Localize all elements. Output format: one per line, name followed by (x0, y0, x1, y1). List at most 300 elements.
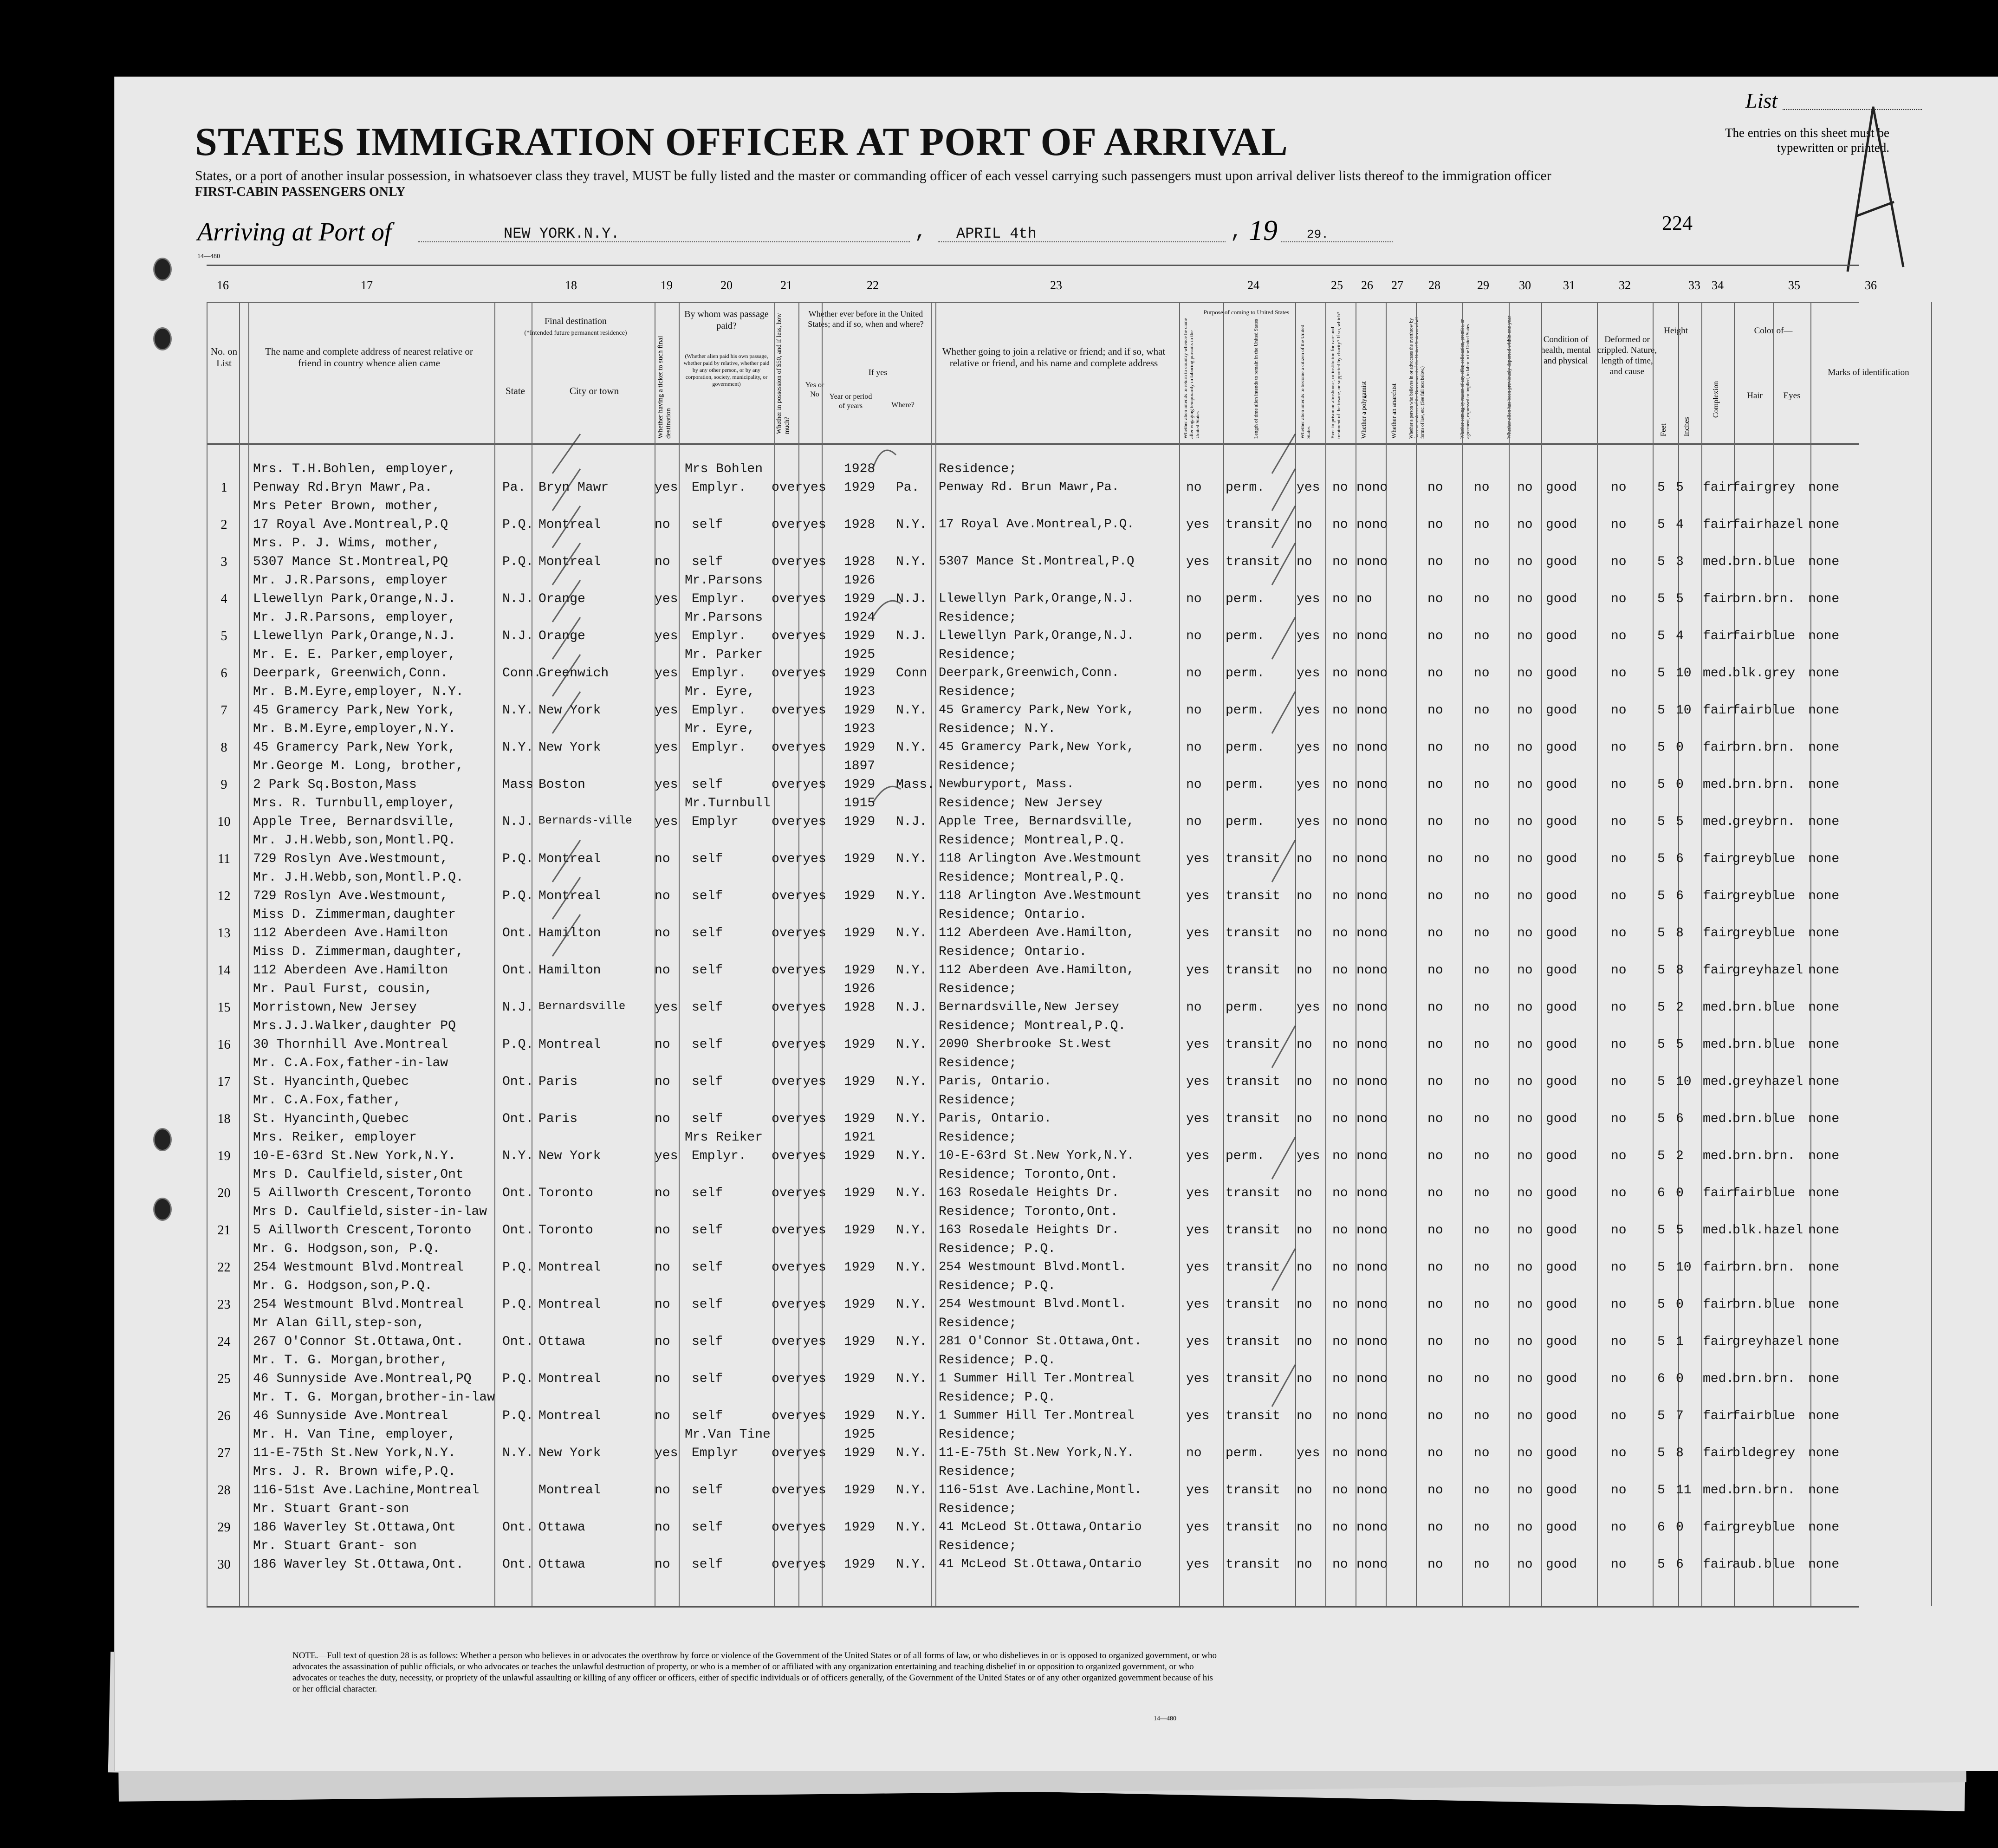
health-value: good (1546, 1483, 1577, 1498)
fifty-dollars-value: overyes (772, 1483, 826, 1498)
destination-state: N.Y. (502, 1149, 534, 1163)
prison-value: no (1332, 1223, 1348, 1238)
question-29-value: no (1474, 740, 1490, 755)
health-value: good (1546, 1446, 1577, 1460)
question-28-value: no (1427, 1000, 1443, 1015)
join-relative-line1: Residence; (939, 610, 1017, 625)
fifty-dollars-value: overyes (772, 629, 826, 643)
ticket-value: yes (655, 778, 678, 792)
destination-state: N.J. (502, 629, 534, 643)
purpose-citizen: no (1297, 1260, 1312, 1275)
height-feet: 5 (1657, 1149, 1665, 1163)
polygamist-anarchist-value: nono (1356, 1186, 1388, 1200)
purpose-citizen: yes (1297, 629, 1320, 643)
relative-name: Miss D. Zimmerman,daughter, (253, 945, 464, 959)
question-28-value: no (1427, 1186, 1443, 1200)
visit-year: 1929 (844, 480, 876, 495)
purpose-citizen: yes (1297, 1446, 1320, 1460)
join-relative-line2: Llewellyn Park,Orange,N.J. (939, 629, 1135, 643)
prison-value: no (1332, 889, 1348, 903)
eyes-value: blue (1764, 555, 1796, 569)
deformed-value: no (1611, 1557, 1627, 1572)
header-where: Where? (891, 401, 915, 409)
header-join-relative: Whether going to join a relative or friend; and if so, what relative or friend, and his name and complete address (942, 346, 1166, 369)
question-28-value: no (1427, 852, 1443, 866)
relative-address: 112 Aberdeen Ave.Hamilton (253, 926, 448, 940)
header-final-destination-note: (*Intended future permanent residence) (524, 330, 627, 337)
polygamist-anarchist-value: nono (1356, 1520, 1388, 1535)
paid-by-value: Emplyr. (692, 1149, 746, 1163)
visit-year: 1929 (844, 926, 876, 940)
column-number-20: 20 (720, 279, 733, 292)
visit-where: N.Y. (896, 1483, 928, 1498)
row-number: 25 (217, 1372, 231, 1386)
deformed-value: no (1611, 480, 1627, 495)
purpose-citizen: yes (1297, 592, 1320, 606)
ticket-value: no (655, 1409, 670, 1423)
deformed-value: no (1611, 1409, 1627, 1423)
destination-city: New York (538, 1149, 601, 1163)
deformed-value: no (1611, 963, 1627, 978)
deformed-value: no (1611, 592, 1627, 606)
visit-where: N.Y. (896, 1297, 928, 1312)
purpose-length: perm. (1226, 778, 1265, 792)
health-value: good (1546, 1409, 1577, 1423)
hair-value: fair (1732, 703, 1764, 718)
deformed-value: no (1611, 1446, 1627, 1460)
marks-value: none (1808, 1186, 1840, 1200)
join-relative-line1: Residence; P.Q. (939, 1390, 1056, 1405)
purpose-citizen: no (1297, 1186, 1312, 1200)
question-29-value: no (1474, 889, 1490, 903)
ticket-value: yes (655, 480, 678, 495)
join-relative-line1: Residence; Toronto,Ont. (939, 1205, 1118, 1219)
height-feet: 5 (1657, 703, 1665, 718)
destination-city: Montreal (538, 1372, 601, 1386)
ticket-value: no (655, 1557, 670, 1572)
join-relative-line1: Residence; (939, 1056, 1017, 1070)
fifty-dollars-value: overyes (772, 518, 826, 532)
prison-value: no (1332, 518, 1348, 532)
hair-value: brn. (1732, 1260, 1764, 1275)
paid-by-value: self (692, 1186, 723, 1200)
visit-year: 1929 (844, 889, 876, 903)
purpose-citizen: no (1297, 555, 1312, 569)
ticket-value: no (655, 518, 670, 532)
prison-value: no (1332, 1260, 1348, 1275)
deformed-value: no (1611, 1112, 1627, 1126)
column-number-31: 31 (1563, 279, 1575, 292)
destination-city: Hamilton (538, 926, 601, 940)
ticket-value: yes (655, 703, 678, 718)
visit-where: N.Y. (896, 852, 928, 866)
purpose-citizen: no (1297, 1223, 1312, 1238)
health-value: good (1546, 703, 1577, 718)
purpose-length: transit (1226, 963, 1280, 978)
purpose-return: yes (1186, 1149, 1210, 1163)
marks-value: none (1808, 1409, 1840, 1423)
polygamist-anarchist-value: nono (1356, 1075, 1388, 1089)
purpose-citizen: no (1297, 852, 1312, 866)
visit-where: N.Y. (896, 926, 928, 940)
relative-name: Mrs. P. J. Wims, mother, (253, 536, 441, 551)
row-number: 3 (221, 555, 227, 569)
paid-by-value: Emplyr (692, 1446, 739, 1460)
question-28-value: no (1427, 1483, 1443, 1498)
purpose-citizen: no (1297, 1557, 1312, 1572)
fifty-dollars-value: overyes (772, 480, 826, 495)
health-value: good (1546, 1372, 1577, 1386)
paid-by-value: self (692, 1037, 723, 1052)
marks-value: none (1808, 1075, 1840, 1089)
purpose-return: no (1186, 1000, 1202, 1015)
complexion-value: med. (1703, 1149, 1734, 1163)
relative-address: Deerpark, Greenwich,Conn. (253, 666, 448, 681)
purpose-citizen: yes (1297, 1149, 1320, 1163)
hair-value: grey (1732, 1520, 1764, 1535)
destination-city: Ottawa (538, 1557, 585, 1572)
complexion-value: med. (1703, 1112, 1734, 1126)
eyes-value: brn. (1764, 815, 1796, 829)
column-number-23: 23 (1050, 279, 1062, 292)
prison-value: no (1332, 815, 1348, 829)
question-30-value: no (1517, 1409, 1533, 1423)
ticket-value: yes (655, 1000, 678, 1015)
destination-city: Montreal (538, 518, 601, 532)
join-relative-line2: 41 McLeod St.Ottawa,Ontario (939, 1520, 1142, 1534)
fifty-dollars-value: overyes (772, 555, 826, 569)
question-30-value: no (1517, 1446, 1533, 1460)
row-number: 21 (217, 1223, 231, 1238)
prison-value: no (1332, 926, 1348, 940)
complexion-value: med. (1703, 555, 1734, 569)
marks-value: none (1808, 852, 1840, 866)
question-28-value: no (1427, 1075, 1443, 1089)
ticket-value: no (655, 1335, 670, 1349)
height-inches: 3 (1676, 555, 1684, 569)
visit-year: 1929 (844, 852, 876, 866)
eyes-value: blue (1764, 1186, 1796, 1200)
polygamist-anarchist-value: nono (1356, 1112, 1388, 1126)
relative-name: Mrs.J.J.Walker,daughter PQ (253, 1019, 456, 1033)
relative-address: 45 Gramercy Park,New York, (253, 703, 456, 718)
row-number: 12 (217, 889, 231, 903)
previous-visit-year: 1921 (844, 1130, 876, 1145)
question-30-value: no (1517, 1112, 1533, 1126)
previous-visit-year: 1915 (844, 796, 876, 811)
relative-name: Mr. T. G. Morgan,brother, (253, 1353, 448, 1368)
header-ticket: Whether having a ticket to such final destination (657, 336, 672, 439)
row-number: 2 (221, 518, 227, 532)
join-relative-line2: Deerpark,Greenwich,Conn. (939, 666, 1119, 680)
purpose-citizen: yes (1297, 778, 1320, 792)
destination-state: P.Q. (502, 1409, 534, 1423)
column-number-28: 28 (1428, 279, 1440, 292)
prison-value: no (1332, 963, 1348, 978)
destination-city: Orange (538, 629, 585, 643)
hair-value: aub. (1732, 1557, 1764, 1572)
row-number: 9 (221, 778, 227, 792)
question-28-value: no (1427, 1446, 1443, 1460)
complexion-value: fair (1703, 629, 1734, 643)
height-feet: 6 (1657, 1372, 1665, 1386)
question-29-value: no (1474, 778, 1490, 792)
join-relative-line2: 10-E-63rd St.New York,N.Y. (939, 1149, 1135, 1163)
purpose-citizen: yes (1297, 1000, 1320, 1015)
health-value: good (1546, 1149, 1577, 1163)
relative-address: 10-E-63rd St.New York,N.Y. (253, 1149, 456, 1163)
height-inches: 6 (1676, 1557, 1684, 1572)
visit-year: 1929 (844, 1335, 876, 1349)
column-number-35: 35 (1788, 279, 1800, 292)
deformed-value: no (1611, 1372, 1627, 1386)
destination-state: P.Q. (502, 852, 534, 866)
header-eyes: Eyes (1783, 391, 1801, 401)
join-relative-line2: 11-E-75th St.New York,N.Y. (939, 1446, 1135, 1460)
ticket-value: no (655, 889, 670, 903)
list-label: List (1745, 89, 1778, 112)
relative-address: 5307 Mance St.Montreal,PQ (253, 555, 448, 569)
visit-year: 1929 (844, 1149, 876, 1163)
relative-name: Mr. H. Van Tine, employer, (253, 1427, 456, 1442)
purpose-return: yes (1186, 1260, 1210, 1275)
marks-value: none (1808, 889, 1840, 903)
polygamist-anarchist-value: nono (1356, 1149, 1388, 1163)
paid-by-value: Emplyr. (692, 480, 746, 495)
ticket-value: no (655, 852, 670, 866)
complexion-value: fair (1703, 592, 1734, 606)
relative-address: 5 Aillworth Crescent,Toronto (253, 1186, 472, 1200)
purpose-citizen: no (1297, 1520, 1312, 1535)
complexion-value: fair (1703, 1409, 1734, 1423)
health-value: good (1546, 480, 1577, 495)
purpose-length: transit (1226, 1520, 1280, 1535)
marks-value: none (1808, 703, 1840, 718)
fifty-dollars-value: overyes (772, 926, 826, 940)
join-relative-line1: Residence; Ontario. (939, 945, 1087, 959)
height-inches: 2 (1676, 1000, 1684, 1015)
eyes-value: blue (1764, 926, 1796, 940)
prison-value: no (1332, 1372, 1348, 1386)
marks-value: none (1808, 926, 1840, 940)
join-relative-line2: 254 Westmount Blvd.Montl. (939, 1297, 1127, 1311)
eyes-value: brn. (1764, 1149, 1796, 1163)
complexion-value: fair (1703, 480, 1734, 495)
fifty-dollars-value: overyes (772, 666, 826, 681)
relative-name: Mrs. T.H.Bohlen, employer, (253, 462, 456, 476)
destination-city: Orange (538, 592, 585, 606)
question-29-value: no (1474, 555, 1490, 569)
relative-address: Llewellyn Park,Orange,N.J. (253, 629, 456, 643)
question-28-value: no (1427, 778, 1443, 792)
header-question-29: Whether coming by reason of any offer, solicitation, promise, or agreement, expressed or implied, to labor in the United States (1460, 319, 1471, 439)
relative-address: 267 O'Connor St.Ottawa,Ont. (253, 1335, 464, 1349)
question-30-value: no (1517, 629, 1533, 643)
complexion-value: fair (1703, 1520, 1734, 1535)
polygamist-anarchist-value: nono (1356, 889, 1388, 903)
paid-by-value: self (692, 852, 723, 866)
prison-value: no (1332, 852, 1348, 866)
header-paid-by: By whom was passage paid? (684, 309, 769, 331)
visit-year: 1929 (844, 815, 876, 829)
paid-by-value: self (692, 1112, 723, 1126)
visit-year: 1929 (844, 1446, 876, 1460)
relative-address: 112 Aberdeen Ave.Hamilton (253, 963, 448, 978)
health-value: good (1546, 852, 1577, 866)
question-29-value: no (1474, 1483, 1490, 1498)
paid-by-value: Emplyr. (692, 629, 746, 643)
height-inches: 8 (1676, 1446, 1684, 1460)
question-29-value: no (1474, 1260, 1490, 1275)
deformed-value: no (1611, 1075, 1627, 1089)
relative-name: Mr. Stuart Grant- son (253, 1539, 417, 1553)
hair-value: brn. (1732, 778, 1764, 792)
marks-value: none (1808, 592, 1840, 606)
fifty-dollars-value: overyes (772, 1446, 826, 1460)
deformed-value: no (1611, 1149, 1627, 1163)
paid-by-value: self (692, 1335, 723, 1349)
question-29-value: no (1474, 852, 1490, 866)
eyes-value: hazel (1764, 963, 1803, 978)
complexion-value: fair (1703, 852, 1734, 866)
header-state: State (506, 385, 525, 396)
health-value: good (1546, 1335, 1577, 1349)
relative-address: Apple Tree, Bernardsville, (253, 815, 456, 829)
deformed-value: no (1611, 1520, 1627, 1535)
marks-value: none (1808, 1223, 1840, 1238)
visit-where: N.Y. (896, 518, 928, 532)
complexion-value: fair (1703, 703, 1734, 718)
ticket-value: yes (655, 815, 678, 829)
prison-value: no (1332, 1557, 1348, 1572)
column-number-16: 16 (217, 279, 229, 292)
join-relative-line2: 2090 Sherbrooke St.West (939, 1037, 1112, 1051)
relative-address: 254 Westmount Blvd.Montreal (253, 1260, 464, 1275)
destination-state: P.Q. (502, 555, 534, 569)
join-relative-line2: 163 Rosedale Heights Dr. (939, 1223, 1119, 1237)
question-29-value: no (1474, 926, 1490, 940)
join-relative-line1: Residence; N.Y. (939, 722, 1056, 736)
eyes-value: hazel (1764, 1223, 1803, 1238)
marks-value: none (1808, 555, 1840, 569)
relative-name: Mr. B.M.Eyre,employer,N.Y. (253, 722, 456, 736)
join-relative-line2: 1 Summer Hill Ter.Montreal (939, 1372, 1135, 1386)
destination-city: Bernards-ville (538, 815, 632, 827)
page-title: STATES IMMIGRATION OFFICER AT PORT OF ARRIVAL (195, 119, 1288, 164)
polygamist-anarchist-value: nono (1356, 815, 1388, 829)
join-relative-line2: 17 Royal Ave.Montreal,P.Q. (939, 518, 1135, 532)
fifty-dollars-value: overyes (772, 1223, 826, 1238)
hair-value: fair (1732, 1409, 1764, 1423)
visit-year: 1929 (844, 703, 876, 718)
question-29-value: no (1474, 963, 1490, 978)
header-final-destination: Final destination (545, 316, 607, 326)
relative-name: Mrs. Reiker, employer (253, 1130, 417, 1145)
visit-where: Mass. (896, 778, 935, 792)
purpose-length: transit (1226, 1372, 1280, 1386)
height-inches: 10 (1676, 1260, 1692, 1275)
purpose-return: no (1186, 629, 1202, 643)
polygamist-anarchist-value: nono (1356, 629, 1388, 643)
relative-address: 254 Westmount Blvd.Montreal (253, 1297, 464, 1312)
question-28-value: no (1427, 889, 1443, 903)
visit-year: 1928 (844, 555, 876, 569)
question-29-value: no (1474, 1446, 1490, 1460)
header-anarchist: Whether an anarchist (1391, 383, 1398, 439)
marks-value: none (1808, 1297, 1840, 1312)
eyes-value: hazel (1764, 1335, 1803, 1349)
purpose-length: transit (1226, 1112, 1280, 1126)
destination-city: Ottawa (538, 1520, 585, 1535)
question-30-value: no (1517, 963, 1533, 978)
join-relative-line2: Apple Tree, Bernardsville, (939, 815, 1135, 829)
question-29-value: no (1474, 1557, 1490, 1572)
complexion-value: fair (1703, 1297, 1734, 1312)
purpose-citizen: no (1297, 1372, 1312, 1386)
visit-where: N.J. (896, 815, 928, 829)
height-inches: 5 (1676, 815, 1684, 829)
prison-value: no (1332, 778, 1348, 792)
fifty-dollars-value: overyes (772, 1000, 826, 1015)
paid-by-value: self (692, 1297, 723, 1312)
column-number-21: 21 (780, 279, 792, 292)
join-relative-line1: Residence; (939, 982, 1017, 996)
question-28-value: no (1427, 1372, 1443, 1386)
join-relative-line1: Residence; (939, 648, 1017, 662)
question-29-value: no (1474, 1520, 1490, 1535)
relative-name: Mrs Peter Brown, mother, (253, 499, 441, 513)
height-feet: 5 (1657, 518, 1665, 532)
paid-by-name: Mrs Bohlen (685, 462, 763, 476)
question-29-value: no (1474, 1075, 1490, 1089)
complexion-value: fair (1703, 1557, 1734, 1572)
polygamist-anarchist-value: nono (1356, 1223, 1388, 1238)
arriving-label: Arriving at Port of (197, 218, 392, 246)
paid-by-value: Emplyr. (692, 666, 746, 681)
question-28-value: no (1427, 740, 1443, 755)
height-inches: 11 (1676, 1483, 1692, 1498)
hair-value: fair (1732, 629, 1764, 643)
purpose-length: transit (1226, 889, 1280, 903)
purpose-length: transit (1226, 1335, 1280, 1349)
join-relative-line2: Bernardsville,New Jersey (939, 1000, 1119, 1014)
visit-year: 1928 (844, 1000, 876, 1015)
polygamist-anarchist-value: nono (1356, 1335, 1388, 1349)
fifty-dollars-value: overyes (772, 778, 826, 792)
purpose-return: no (1186, 480, 1202, 495)
visit-year: 1929 (844, 1260, 876, 1275)
marks-value: none (1808, 1372, 1840, 1386)
relative-address: Llewellyn Park,Orange,N.J. (253, 592, 456, 606)
destination-city: Greenwich (538, 666, 609, 681)
footer-form-number: 14—480 (1154, 1715, 1176, 1722)
purpose-citizen: yes (1297, 740, 1320, 755)
header-purpose: Purpose of coming to United States (1203, 309, 1290, 316)
purpose-return: yes (1186, 889, 1210, 903)
paid-by-value: self (692, 1409, 723, 1423)
purpose-length: transit (1226, 1260, 1280, 1275)
destination-city: Montreal (538, 1037, 601, 1052)
destination-state: P.Q. (502, 518, 534, 532)
destination-city: Montreal (538, 1260, 601, 1275)
join-relative-line1: Residence; (939, 759, 1017, 773)
relative-name: Mr. Stuart Grant-son (253, 1502, 409, 1516)
question-30-value: no (1517, 1557, 1533, 1572)
prison-value: no (1332, 1446, 1348, 1460)
visit-where: N.Y. (896, 963, 928, 978)
height-inches: 0 (1676, 1297, 1684, 1312)
join-relative-line2: 118 Arlington Ave.Westmount (939, 889, 1142, 903)
